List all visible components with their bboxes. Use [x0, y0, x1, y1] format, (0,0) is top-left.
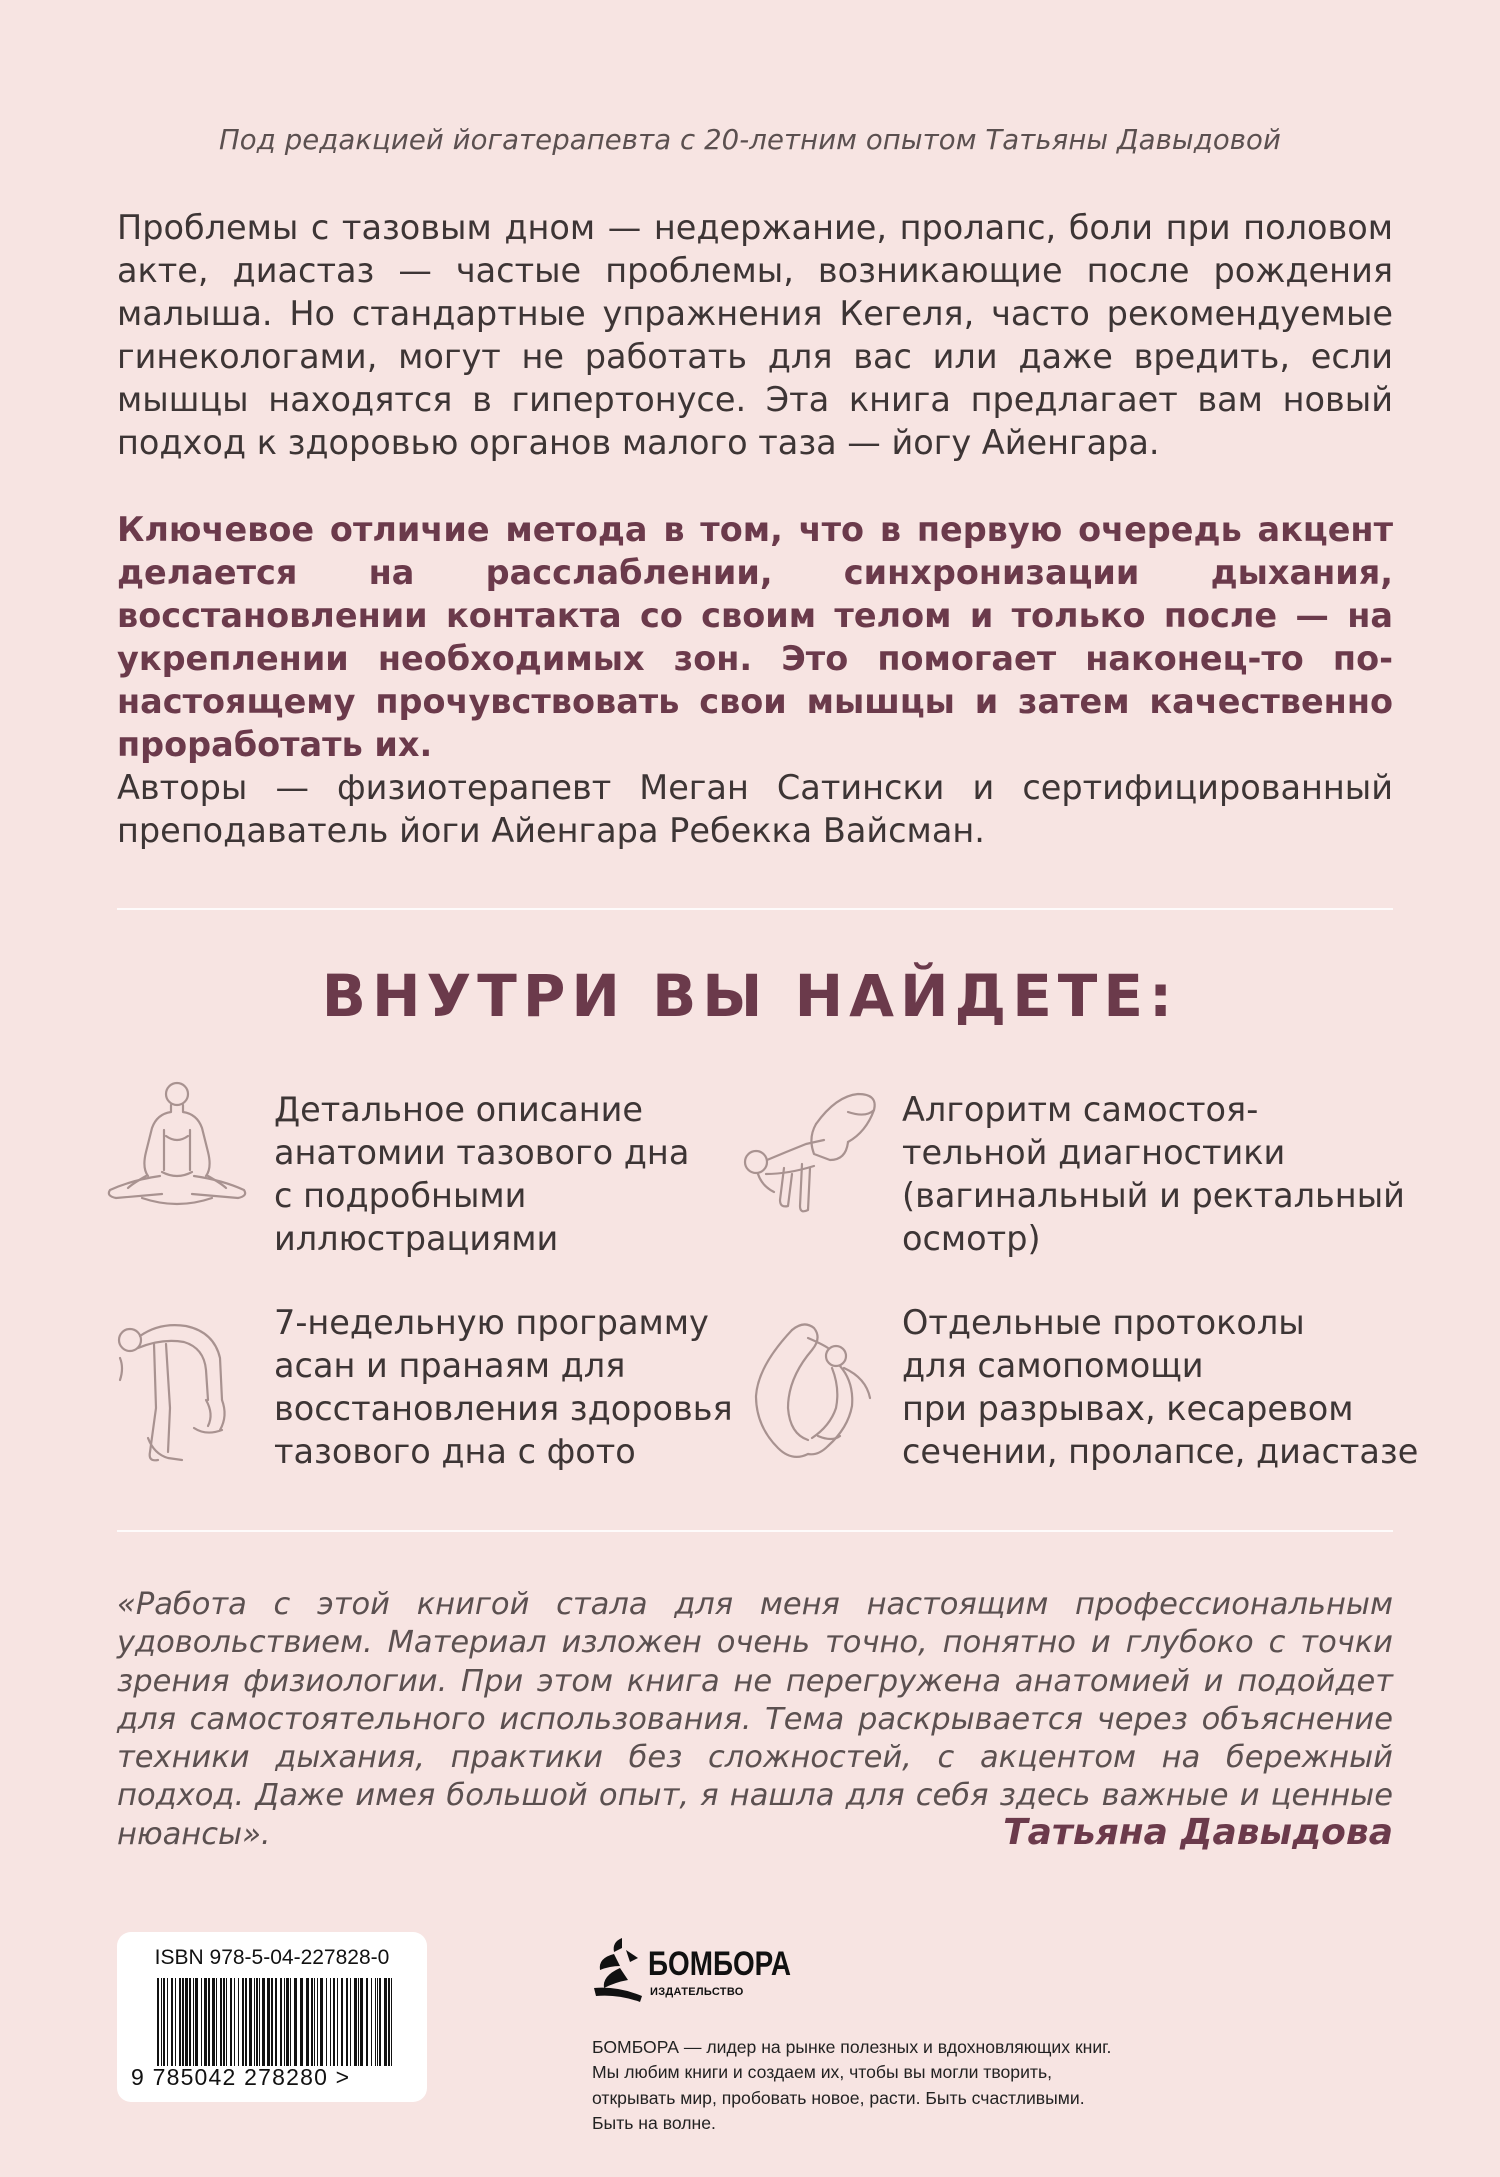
review-quote: «Работа с этой книгой стала для меня настоящим профессиональным удовольствием. Материал изложен очень точно, понятно и глубоко с точки зрения физиологии. При этом книга не перегружена анатомией и подойдет для самостоятельного использования. Тема раскрывается через объяснение техники дыхания, практики без сложностей, с акцентом на бережный подход. Даже имея большой опыт, я нашла для себя здесь важные и ценные нюансы».: [117, 1587, 1393, 1852]
lotus-pose-icon: [102, 1080, 252, 1215]
isbn-barcode-box: [117, 1932, 427, 2102]
feature-line: 7-недельную программу: [274, 1303, 709, 1342]
backbend-pose-icon: [110, 1318, 240, 1468]
quote-author: Татьяна Давыдова: [1003, 1812, 1393, 1853]
divider-bottom: [117, 1530, 1393, 1532]
publisher-description: БОМБОРА — лидер на рынке полезных и вдохновляющих книг. Мы любим книги и создаем их, чтобы вы могли творить, открывать мир, пробовать новое, расти. Быть счастливыми. Быть на волне.: [592, 2037, 1112, 2134]
divider-top: [117, 908, 1393, 910]
inside-heading: ВНУТРИ ВЫ НАЙДЕТЕ:: [321, 962, 1179, 1030]
feature-line: иллюстрациями: [274, 1219, 559, 1258]
feature-line: (вагинальный и ректальный: [902, 1176, 1405, 1215]
feature-line: тазового дна с фото: [274, 1432, 636, 1471]
feature-line: сечении, пролапсе, диастазе: [902, 1432, 1419, 1471]
key-paragraph: Ключевое отличие метода в том, что в первую очередь акцент делается на расслаблении, синхронизации дыхания, восстановлении контакта со своим телом и только после — на укреплении необходимых зон. Это помогает наконец-то по-настоящему прочувствовать свои мышцы и затем качественно проработать их.: [117, 510, 1393, 765]
publisher-subtitle: ИЗДАТЕЛЬСТВО: [650, 1986, 744, 1998]
feature-line: асан и пранаям для: [274, 1346, 626, 1385]
isbn-label: ISBN 978-5-04-227828-0: [154, 1946, 390, 1969]
feature-program: [274, 1301, 733, 1473]
barcode-digits: 9 785042 278280 >: [131, 2064, 351, 2090]
feature-line: с подробными: [274, 1176, 527, 1215]
publisher-logo-icon: [592, 1936, 644, 2008]
bow-pose-icon: [748, 1316, 878, 1466]
arm-balance-pose-icon: [736, 1082, 886, 1222]
feature-line: анатомии тазового дна: [274, 1133, 690, 1172]
feature-line: восстановления здоровья: [274, 1389, 733, 1428]
feature-line: для самопомощи: [902, 1346, 1204, 1385]
authors-paragraph: Авторы — физиотерапевт Меган Сатински и сертифицированный преподаватель йоги Айенгара Ребекка Вайсман.: [117, 768, 1393, 851]
feature-line: Отдельные протоколы: [902, 1303, 1305, 1342]
feature-line: Детальное описание: [274, 1090, 644, 1129]
feature-diagnostics: [902, 1088, 1405, 1260]
editor-note: Под редакцией йогатерапевта с 20-летним опытом Татьяны Давыдовой: [219, 124, 1281, 156]
barcode-image: [157, 1978, 397, 2066]
feature-protocols: [902, 1301, 1418, 1473]
feature-line: Алгоритм самостоя-: [902, 1090, 1259, 1129]
feature-line: тельной диагностики: [902, 1133, 1286, 1172]
feature-line: осмотр): [902, 1219, 1041, 1258]
feature-line: при разрывах, кесаревом: [902, 1389, 1354, 1428]
feature-anatomy: [274, 1088, 689, 1260]
intro-paragraph: Проблемы с тазовым дном — недержание, пролапс, боли при половом акте, диастаз — частые проблемы, возникающие после рождения малыша. Но стандартные упражнения Кегеля, часто рекомендуемые гинекологами, могут не работать для вас или даже вредить, если мышцы находятся в гипертонусе. Эта книга предлагает вам новый подход к здоровью органов малого таза — йогу Айенгара.: [117, 208, 1393, 463]
publisher-name: БОМБОРА: [648, 1945, 791, 1983]
